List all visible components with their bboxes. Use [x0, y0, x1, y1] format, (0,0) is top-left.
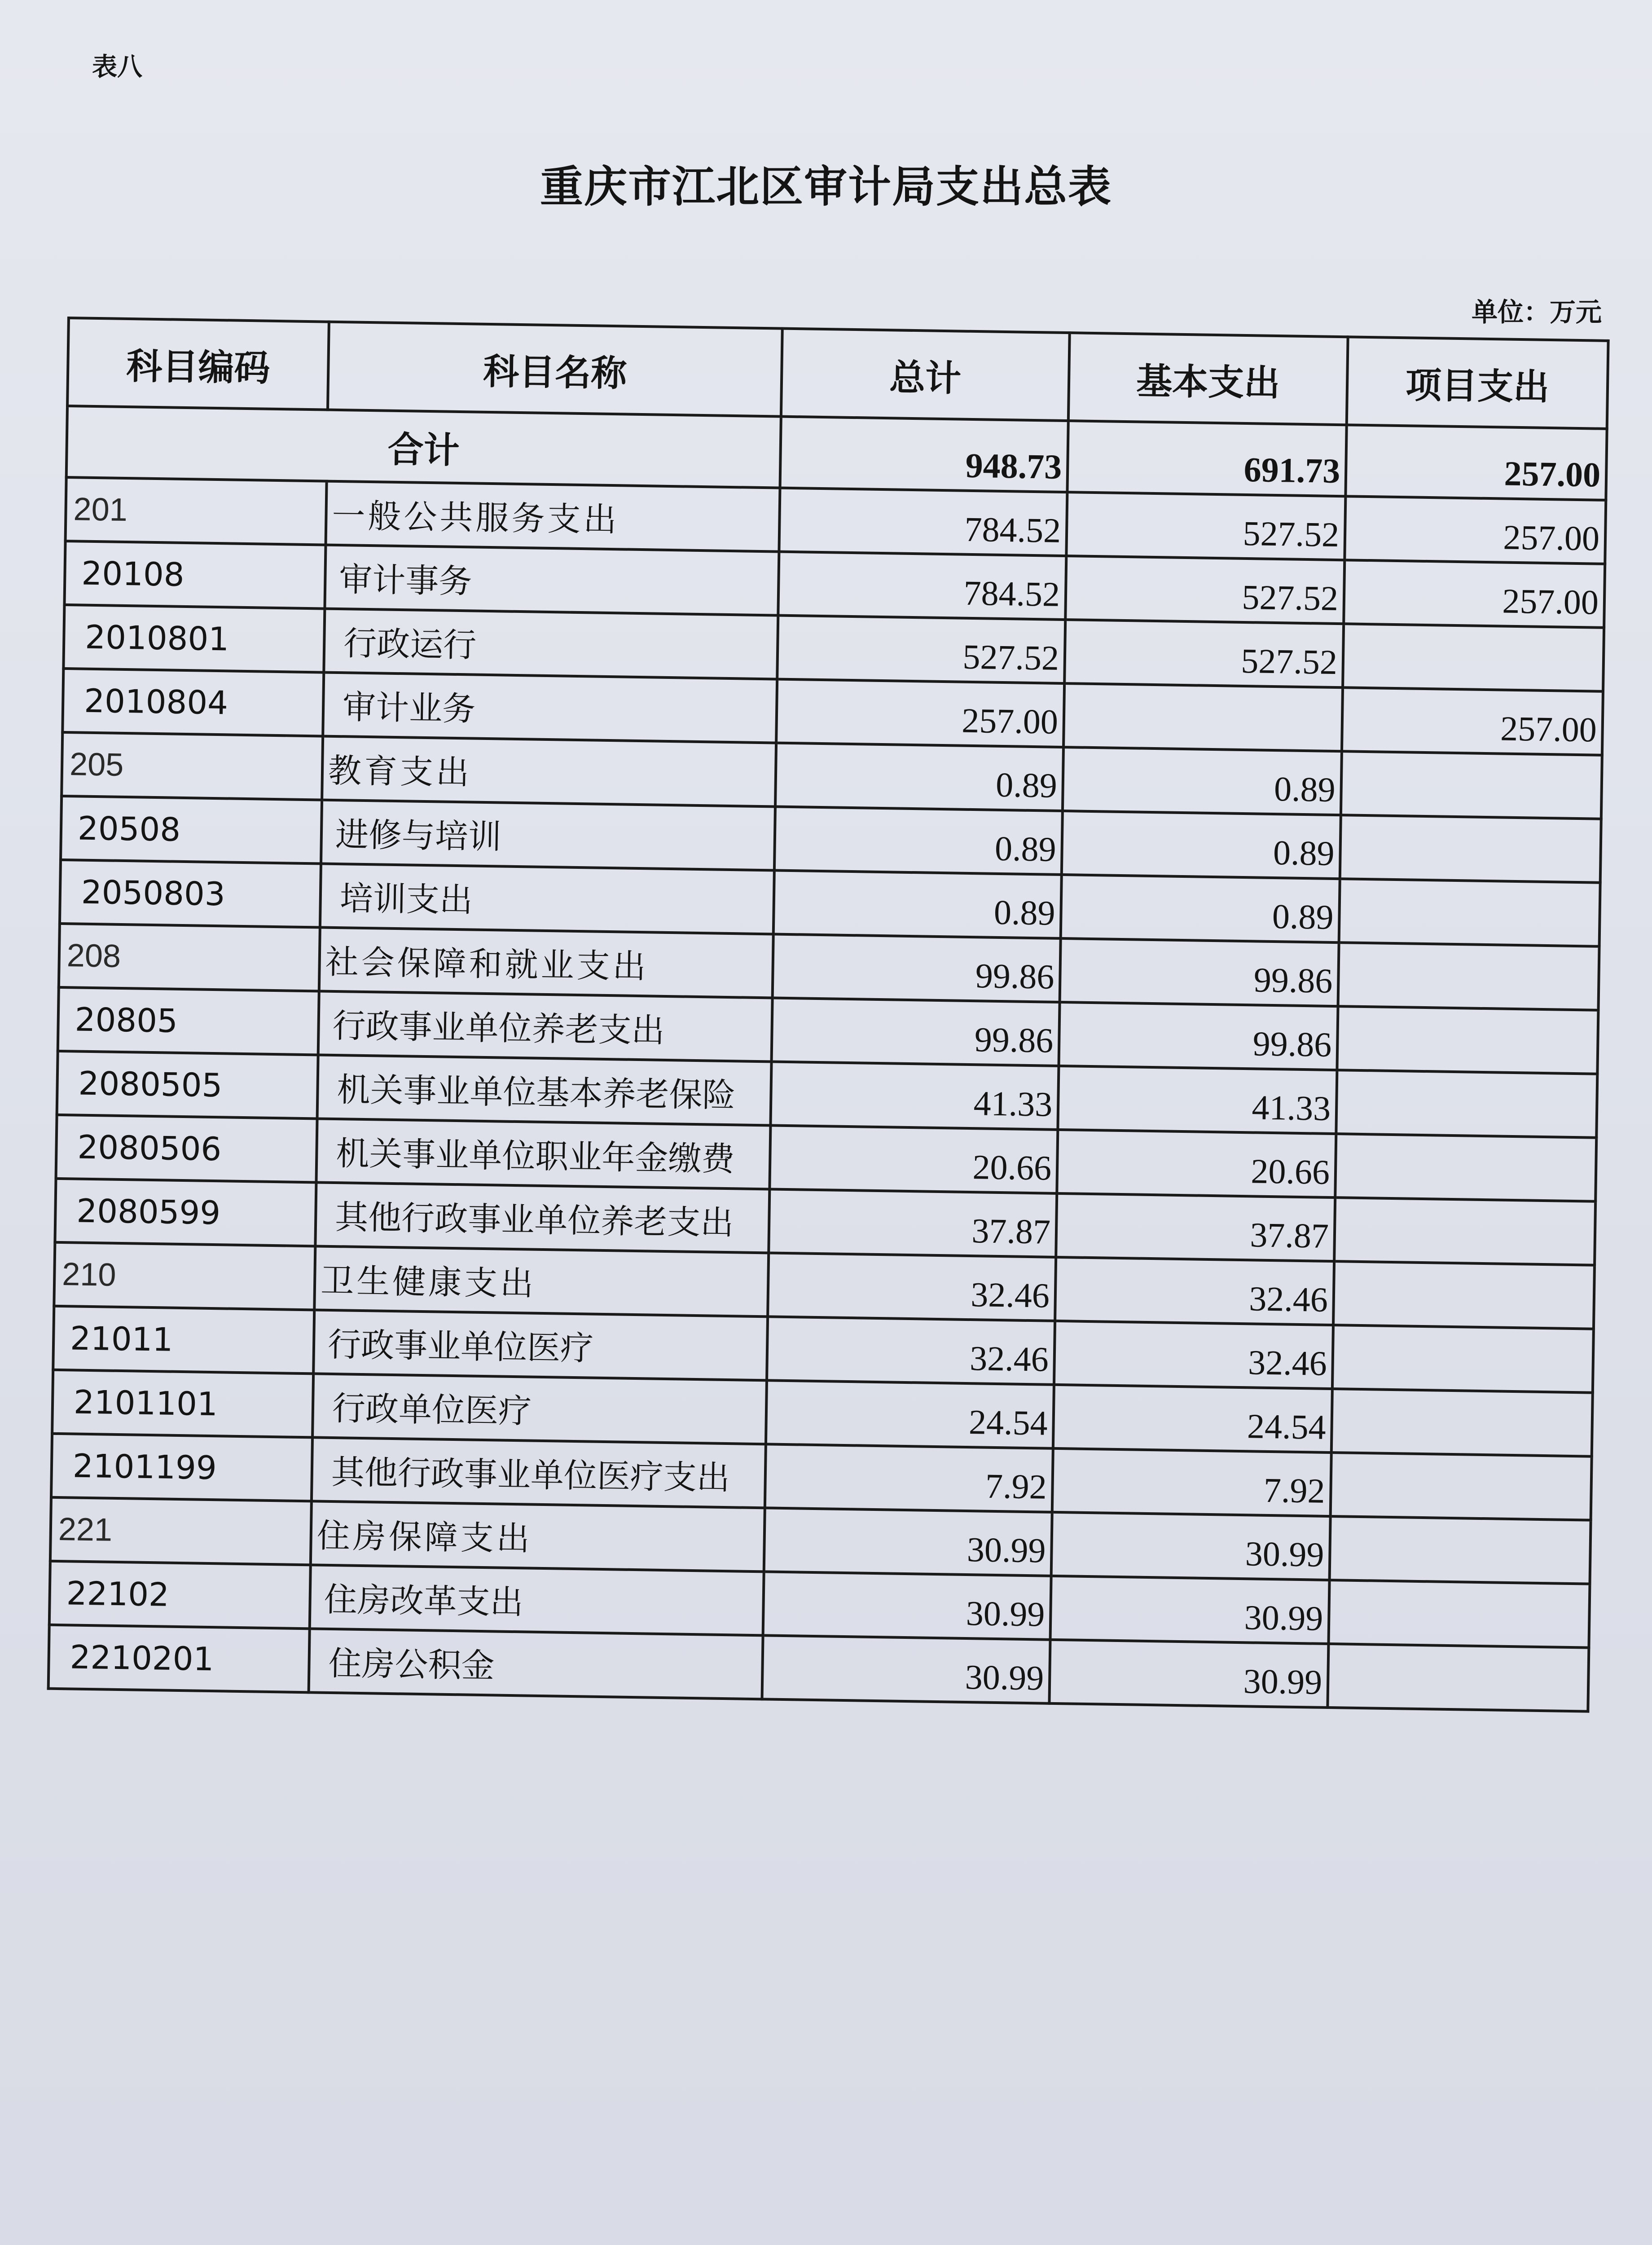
row-code: 221 — [50, 1497, 312, 1565]
row-total: 41.33 — [770, 1061, 1059, 1129]
document-title: 重庆市江北区审计局支出总表 — [540, 161, 1112, 212]
row-total: 784.52 — [778, 552, 1066, 620]
row-project — [1340, 815, 1601, 883]
row-code: 2210201 — [48, 1625, 310, 1693]
row-basic: 37.87 — [1056, 1193, 1335, 1261]
row-basic — [1063, 683, 1343, 751]
row-basic: 24.54 — [1053, 1385, 1332, 1453]
row-code: 2010804 — [62, 669, 324, 736]
row-code: 210 — [54, 1242, 315, 1310]
row-basic: 41.33 — [1058, 1066, 1337, 1134]
row-code: 21011 — [53, 1306, 314, 1374]
header-project: 项目支出 — [1347, 337, 1608, 429]
row-basic: 99.86 — [1060, 938, 1339, 1006]
row-code: 2080599 — [55, 1179, 316, 1246]
unit-label: 单位：万元 — [1471, 297, 1602, 327]
row-name: 行政事业单位养老支出 — [318, 991, 773, 1061]
row-total: 0.89 — [773, 870, 1062, 938]
row-project: 257.00 — [1342, 687, 1603, 755]
header-total: 总计 — [781, 329, 1070, 421]
total-basic: 691.73 — [1067, 421, 1346, 496]
row-total: 24.54 — [766, 1380, 1054, 1448]
row-name: 机关事业单位职业年金缴费 — [316, 1118, 770, 1189]
row-total: 0.89 — [774, 807, 1063, 875]
row-name: 进修与培训 — [321, 800, 775, 871]
row-total: 257.00 — [776, 679, 1064, 747]
row-project: 257.00 — [1344, 496, 1606, 564]
row-basic: 32.46 — [1054, 1321, 1333, 1389]
row-project — [1343, 624, 1604, 691]
expenditure-table — [47, 317, 1610, 1713]
total-total: 948.73 — [780, 417, 1068, 492]
row-code: 2010801 — [63, 605, 325, 673]
row-project — [1328, 1580, 1590, 1648]
row-total: 30.99 — [763, 1572, 1051, 1639]
row-project — [1332, 1325, 1594, 1393]
row-name: 住房保障支出 — [311, 1501, 765, 1572]
total-label: 合计 — [66, 406, 781, 488]
row-project: 257.00 — [1344, 560, 1605, 628]
row-name: 行政事业单位医疗 — [313, 1310, 768, 1380]
row-basic: 30.99 — [1051, 1512, 1331, 1580]
row-project — [1331, 1389, 1593, 1457]
row-code: 2050803 — [60, 860, 321, 928]
row-total: 32.46 — [768, 1253, 1056, 1321]
row-basic: 0.89 — [1062, 811, 1341, 879]
row-name: 审计事务 — [325, 545, 779, 616]
row-code: 2101199 — [51, 1434, 312, 1501]
row-code: 22102 — [49, 1561, 311, 1629]
row-project — [1337, 1006, 1598, 1074]
header-basic: 基本支出 — [1068, 333, 1348, 425]
row-project — [1341, 751, 1602, 819]
row-name: 社会保障和就业支出 — [319, 928, 773, 998]
row-project — [1330, 1516, 1591, 1584]
row-code: 2080505 — [57, 1051, 318, 1119]
row-total: 99.86 — [772, 998, 1060, 1065]
row-total: 30.99 — [762, 1635, 1050, 1703]
row-total: 30.99 — [764, 1508, 1052, 1576]
page-label: 表八 — [92, 52, 142, 82]
row-total: 0.89 — [775, 743, 1063, 811]
header-name: 科目名称 — [328, 322, 782, 417]
total-project: 257.00 — [1345, 425, 1607, 500]
row-basic: 30.99 — [1050, 1576, 1330, 1644]
row-name: 其他行政事业单位医疗支出 — [312, 1437, 766, 1508]
row-project — [1334, 1197, 1595, 1265]
row-total: 32.46 — [767, 1316, 1055, 1384]
header-code: 科目编码 — [67, 318, 329, 410]
row-name: 机关事业单位基本养老保险 — [317, 1055, 772, 1125]
row-basic: 527.52 — [1065, 556, 1344, 624]
row-code: 20805 — [58, 987, 319, 1055]
row-code: 20508 — [61, 796, 322, 864]
table-body — [48, 406, 1607, 1712]
row-basic: 0.89 — [1061, 875, 1340, 942]
row-total: 784.52 — [779, 488, 1067, 556]
row-name: 审计业务 — [323, 673, 777, 743]
row-total: 99.86 — [773, 934, 1061, 1002]
row-total: 7.92 — [765, 1444, 1053, 1512]
row-name: 行政运行 — [324, 609, 778, 679]
row-name: 行政单位医疗 — [312, 1373, 767, 1444]
row-project — [1331, 1453, 1592, 1520]
row-name: 一般公共服务支出 — [326, 481, 780, 552]
row-name: 卫生健康支出 — [314, 1246, 769, 1316]
row-code: 2101101 — [52, 1370, 313, 1438]
row-project — [1327, 1644, 1589, 1712]
row-total: 37.87 — [769, 1189, 1057, 1257]
row-name: 培训支出 — [320, 864, 774, 934]
row-project — [1333, 1261, 1595, 1329]
row-name: 其他行政事业单位养老支出 — [315, 1182, 769, 1253]
row-basic: 99.86 — [1059, 1002, 1338, 1070]
row-basic: 7.92 — [1052, 1448, 1331, 1516]
row-basic: 32.46 — [1055, 1257, 1334, 1325]
row-basic: 0.89 — [1063, 747, 1342, 815]
row-total: 527.52 — [777, 616, 1065, 683]
row-project — [1339, 879, 1600, 946]
row-project — [1336, 1070, 1597, 1138]
expenditure-table-sheet — [47, 317, 1616, 1713]
row-project — [1338, 942, 1599, 1010]
row-basic: 527.52 — [1066, 492, 1345, 560]
row-code: 201 — [66, 477, 327, 545]
row-project — [1335, 1134, 1596, 1202]
row-name: 住房改革支出 — [310, 1565, 764, 1635]
row-code: 20108 — [64, 541, 325, 609]
row-name: 教育支出 — [322, 736, 776, 807]
row-basic: 30.99 — [1049, 1640, 1328, 1708]
row-total: 20.66 — [769, 1125, 1058, 1193]
row-code: 205 — [62, 732, 323, 800]
row-basic: 527.52 — [1064, 620, 1344, 687]
row-code: 2080506 — [56, 1115, 317, 1183]
row-name: 住房公积金 — [309, 1629, 763, 1699]
row-code: 208 — [59, 924, 320, 991]
row-basic: 20.66 — [1057, 1130, 1336, 1197]
